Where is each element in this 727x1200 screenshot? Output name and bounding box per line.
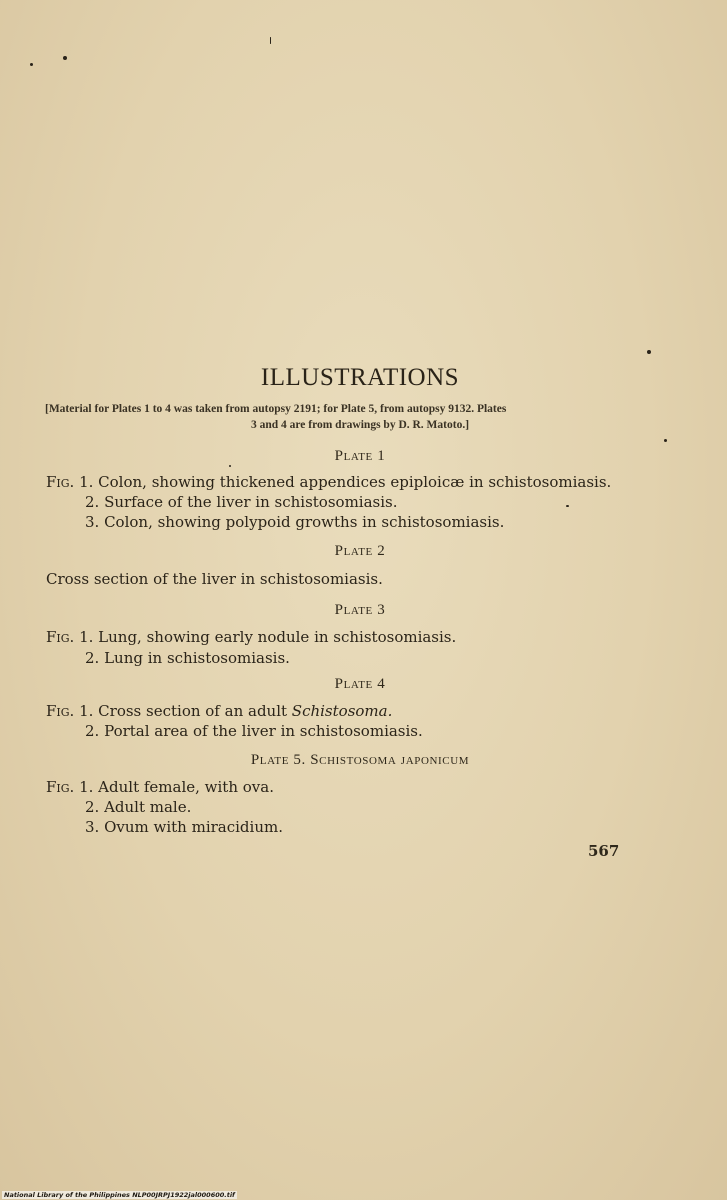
plate-2-caption: Cross section of the liver in schistosomiasis. xyxy=(46,570,383,588)
fig-label: Fig. xyxy=(46,702,75,720)
plate-4-heading: Plate 4 xyxy=(334,676,386,692)
plate-4-fig-1 xyxy=(46,702,392,720)
fig-label: Fig. xyxy=(46,473,75,491)
genus-name: Schistosoma. xyxy=(291,702,393,720)
figure-caption: 1. Adult female, with ova. xyxy=(79,778,274,796)
plate-1-fig-1 xyxy=(46,473,611,491)
plate-5-fig-1 xyxy=(46,778,274,796)
scan-speck xyxy=(566,505,569,507)
scan-speck xyxy=(664,439,667,442)
plate-5-fig-3: 3. Ovum with miracidium. xyxy=(85,818,283,836)
plate-1-fig-2: 2. Surface of the liver in schistosomiasis. xyxy=(85,493,398,511)
source-note-line-1: [Material for Plates 1 to 4 was taken from autopsy 2191; for Plate 5, from autopsy 9132. Plates xyxy=(45,403,507,415)
scan-speck xyxy=(30,63,33,66)
fig-label: Fig. xyxy=(46,778,75,796)
plate-5-fig-2: 2. Adult male. xyxy=(85,798,192,816)
plate-2-heading: Plate 2 xyxy=(334,543,386,559)
scan-speck xyxy=(647,350,651,354)
scan-speck xyxy=(229,465,231,467)
figure-caption: 1. Colon, showing thickened appendices epiploicæ in schistosomiasis. xyxy=(79,473,612,491)
plate-1-heading: Plate 1 xyxy=(334,448,386,464)
plate-3-fig-1 xyxy=(46,628,456,646)
scan-speck xyxy=(63,56,67,60)
plate-1-fig-3: 3. Colon, showing polypoid growths in schistosomiasis. xyxy=(85,513,505,531)
scan-footer: National Library of the Philippines NLP00JRPJ1922jal000600.tif xyxy=(4,1191,235,1199)
source-note-line-2: 3 and 4 are from drawings by D. R. Matoto.] xyxy=(250,419,470,431)
figure-caption: 1. Lung, showing early nodule in schistosomiasis. xyxy=(79,628,457,646)
plate-4-fig-2: 2. Portal area of the liver in schistosomiasis. xyxy=(85,722,423,740)
figure-caption: 1. Cross section of an adult xyxy=(79,702,292,720)
page-number: 567 xyxy=(588,842,620,860)
scan-speck xyxy=(270,37,271,44)
plate-3-fig-2: 2. Lung in schistosomiasis. xyxy=(85,649,290,667)
page-title: ILLUSTRATIONS xyxy=(260,364,460,391)
plate-5-heading: Plate 5. Schistosoma japonicum xyxy=(250,752,470,768)
plate-3-heading: Plate 3 xyxy=(334,602,386,618)
fig-label: Fig. xyxy=(46,628,75,646)
